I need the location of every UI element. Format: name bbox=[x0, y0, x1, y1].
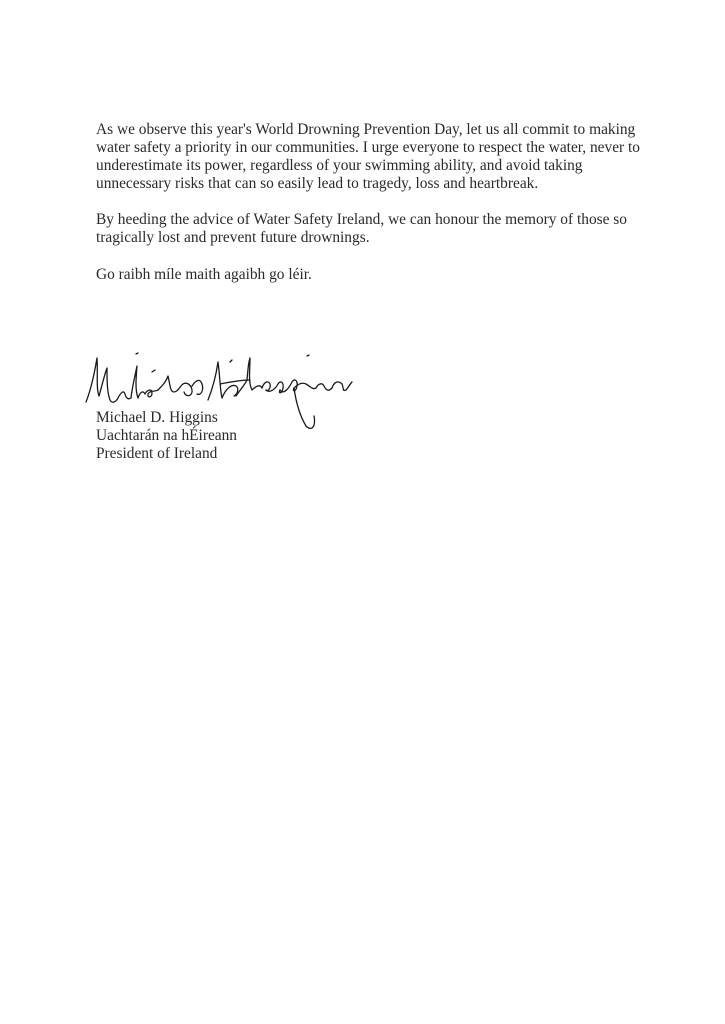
signatory-title-english: President of Ireland bbox=[96, 445, 218, 463]
paragraph-closing-irish: Go raibh míle maith agaibh go léir. bbox=[96, 265, 312, 283]
paragraph-world-drowning-prevention-day: As we observe this year's World Drowning Prevention Day, let us all commit to making water safety a priority in our communities. I urge everyone to respect the water, never to underestimate its power, regardless of your swimming ability, and avoid taking unnecessary risks that can so easily lead to tragedy, loss and heartbreak. bbox=[96, 121, 640, 193]
signatory-title-irish: Uachtarán na hÉireann bbox=[96, 427, 238, 445]
paragraph-water-safety-ireland: By heeding the advice of Water Safety Ireland, we can honour the memory of those so tragically lost and prevent future drownings. bbox=[96, 211, 627, 247]
letter-body bbox=[96, 121, 656, 284]
signatory-name: Michael D. Higgins bbox=[96, 409, 218, 426]
signature-block bbox=[96, 409, 237, 464]
